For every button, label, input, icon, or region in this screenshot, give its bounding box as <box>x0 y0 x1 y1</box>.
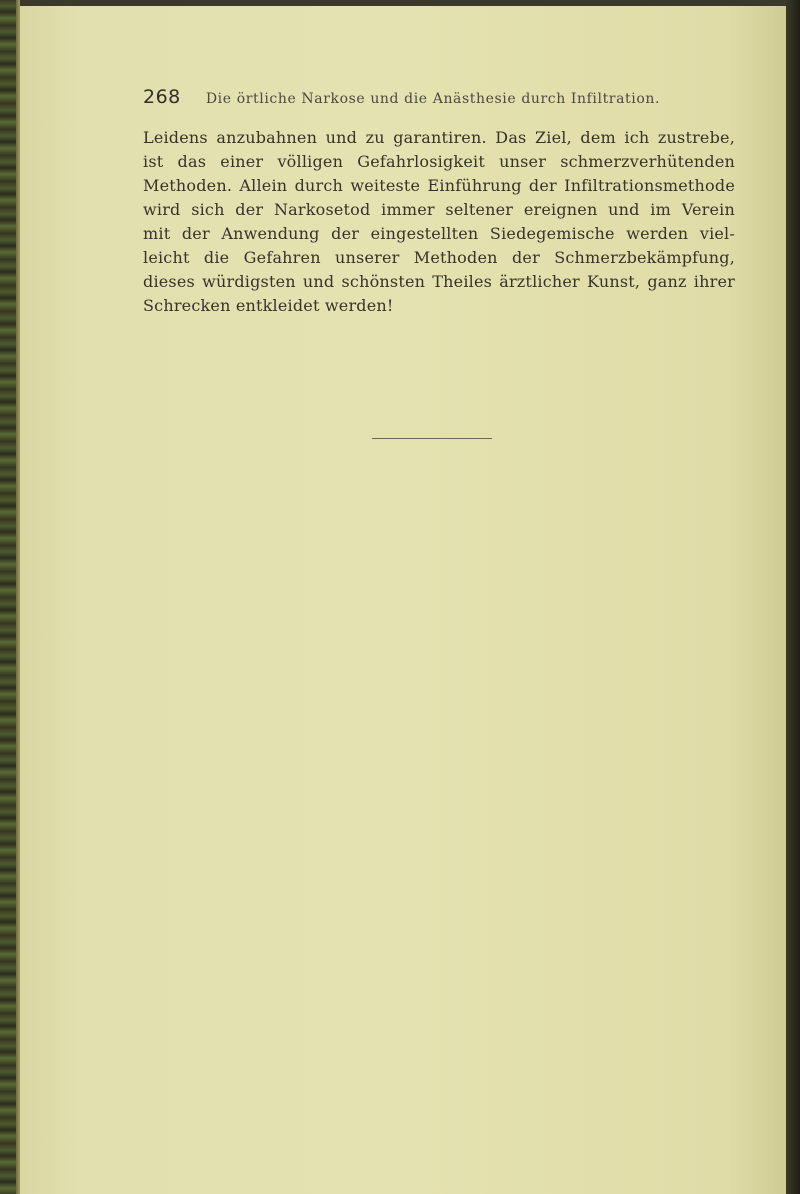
text-line: dieses würdigsten und schönsten Theiles ärztlicher Kunst, ganz ihrer <box>143 272 735 291</box>
text-line: Methoden. Allein durch weiteste Einführung der Infiltrationsmethode <box>143 176 735 195</box>
running-head <box>143 86 703 108</box>
right-page-edge <box>786 0 800 1194</box>
text-line: leicht die Gefahren unserer Methoden der Schmerzbekämpfung, <box>143 248 735 267</box>
text-line: wird sich der Narkosetod immer seltener ereignen und im Verein <box>143 200 735 219</box>
text-line: ist das einer völligen Gefahrlosigkeit unser schmerzverhütenden <box>143 152 735 171</box>
text-line: Leidens anzubahnen und zu garantiren. Das Ziel, dem ich zustrebe, <box>143 128 735 147</box>
running-title: Die örtliche Narkose und die Anästhesie durch Infiltration. <box>205 91 661 107</box>
body-paragraph <box>143 126 735 318</box>
text-line: Schrecken entkleidet werden! <box>143 296 394 315</box>
section-end-rule <box>372 438 492 439</box>
text-line: mit der Anwendung der eingestellten Siedegemische werden viel- <box>143 224 735 243</box>
page-number: 268 <box>143 86 181 108</box>
